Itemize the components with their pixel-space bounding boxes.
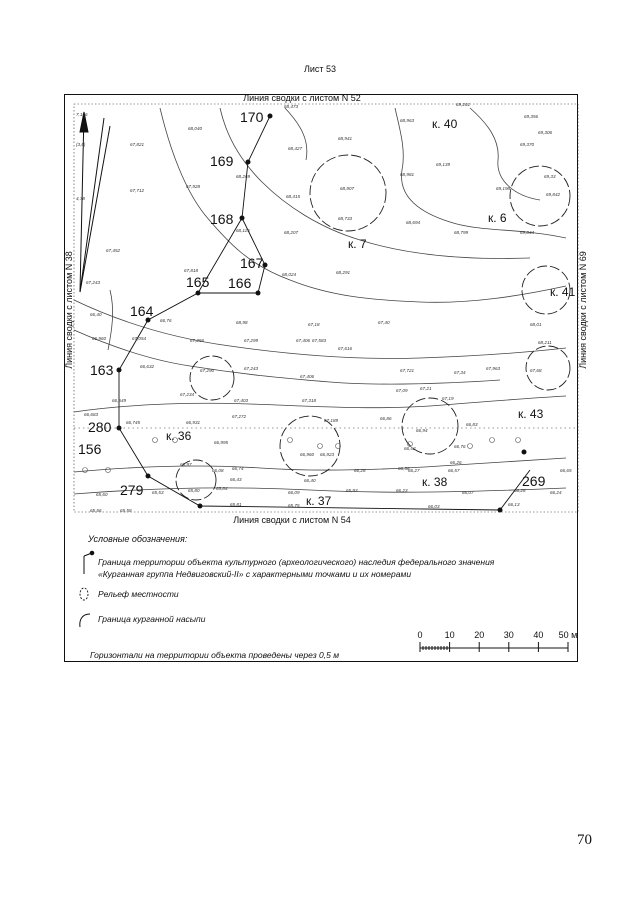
elevation-label: 65,58: [120, 508, 132, 513]
elevation-label: 68,981: [400, 172, 415, 177]
elevation-label: 67,821: [130, 142, 145, 147]
boundary-flag-icon: [84, 551, 94, 574]
elevation-label: 66,27: [408, 468, 420, 473]
elevation-label: 67,34: [454, 370, 466, 375]
relief-marker: [516, 438, 521, 443]
kurgan-label: к. 38: [422, 475, 448, 489]
scale-bar: [420, 642, 568, 652]
contour-line: [108, 290, 113, 350]
elevation-label: 65,84: [216, 486, 228, 491]
elevation-label: 68,207: [284, 230, 299, 235]
mound-boundaries: [176, 155, 570, 500]
elevation-label: 67,721: [400, 368, 415, 373]
elevation-label: 67,40: [378, 320, 390, 325]
elevation-label: 68,733: [338, 216, 353, 221]
relief-marker: [468, 444, 473, 449]
elevation-label: 68,211: [538, 340, 552, 345]
kurgan-label: к. 37: [306, 494, 332, 508]
point-label: 165: [186, 274, 210, 290]
relief-marker: [490, 438, 495, 443]
contour-line: [395, 108, 566, 238]
relief-contour-icon: [80, 588, 88, 600]
elevation-label: 68,291: [336, 270, 351, 275]
elevation-label: 67,299: [244, 338, 259, 343]
elevation-label: 66,923: [320, 452, 335, 457]
elevation-label: 68,694: [406, 220, 421, 225]
elevation-label: 67,963: [486, 366, 501, 371]
elevation-label: 66,58: [398, 466, 410, 471]
mound-boundary: [280, 416, 340, 476]
relief-marker: [83, 468, 88, 473]
contour-line: [285, 108, 307, 160]
point-label: 169: [210, 153, 234, 169]
mound-boundary: [190, 356, 234, 400]
elevation-label: 67,054: [132, 336, 147, 341]
elevation-label: 66,83: [466, 422, 478, 427]
elevation-label: 67,818: [184, 268, 199, 273]
elevation-label: 66,94: [416, 428, 428, 433]
elevation-label: 68,115: [236, 228, 250, 233]
elevation-label: 65,56: [90, 508, 102, 513]
kurgan-label: к. 40: [432, 117, 458, 131]
elevation-label: 67,19: [442, 396, 454, 401]
elevation-label: 68,907: [340, 186, 355, 191]
elevation-label: 4,78: [76, 196, 85, 201]
point-label: 163: [90, 362, 114, 378]
elevation-label: 65,60: [96, 492, 108, 497]
elevation-label: 66,40: [90, 312, 102, 317]
elevation-label: 66,960: [300, 452, 315, 457]
elevation-label: 66,13: [508, 502, 520, 507]
elevation-label: 67,243: [86, 280, 101, 285]
elevation-label: 69,356: [524, 114, 539, 119]
elevation-label: 66,65: [560, 468, 572, 473]
elevation-label: 67,406: [296, 338, 311, 343]
elevation-label: (3,8): [76, 142, 86, 147]
kurgan-label: к. 36: [166, 429, 192, 443]
frame-label-left: Линия сводки с листом N 38: [64, 251, 74, 369]
elevation-label: 65,80: [188, 488, 200, 493]
elevation-label: 66,26: [450, 460, 462, 465]
elevation-label: 67,243: [244, 366, 259, 371]
elevation-label: 67,256: [190, 338, 205, 343]
page-number: 70: [577, 832, 592, 848]
elevation-label: 69,306: [538, 130, 553, 135]
elevation-label: 66,549: [112, 398, 127, 403]
kurgan-label: к. 6: [488, 211, 507, 225]
elevation-label: 67,616: [338, 346, 353, 351]
contour-line: [220, 108, 530, 258]
elevation-label: 66,24: [550, 490, 562, 495]
elevation-label: 7,186: [76, 112, 88, 117]
point-label: 269: [522, 473, 546, 489]
frame-label-bottom: Линия сводки с листом N 54: [233, 515, 351, 525]
elevation-label: 66,28: [354, 468, 366, 473]
scale-tick-label: 0: [417, 630, 423, 640]
elevation-label: 66,57: [448, 468, 460, 473]
elevation-label: 68,473: [284, 104, 299, 109]
scale-tick-label: 10: [444, 630, 455, 640]
scale-tick-label: 50 м: [558, 630, 578, 640]
kurgan-label: к. 7: [348, 237, 367, 251]
elevation-label: 66,683: [84, 412, 99, 417]
legend-item-mound: Граница курганной насыпи: [98, 614, 206, 624]
elevation-label: 67,712: [130, 188, 145, 193]
scale-tick-label: 30: [503, 630, 514, 640]
elevation-label: 69,33: [544, 174, 556, 179]
scale-tick-label: 20: [474, 630, 485, 640]
elevation-label: 67,403: [234, 398, 249, 403]
elevation-label: 67,68: [530, 368, 542, 373]
elevation-label: 67,583: [312, 338, 327, 343]
elevation-label: 66,632: [140, 364, 155, 369]
elevation-label: 69,198: [496, 186, 511, 191]
kurgan-label: к. 43: [518, 407, 544, 421]
elevation-label: 65,81: [230, 502, 242, 507]
point-label: 170: [240, 109, 264, 125]
elevation-label: 67,318: [302, 398, 317, 403]
elevation-label: 68,427: [288, 146, 303, 151]
elevation-label: 66,28: [514, 488, 526, 493]
point-label: 164: [130, 303, 154, 319]
elevation-label: 65,53: [152, 490, 164, 495]
elevation-label: 66,931: [186, 420, 201, 425]
elevation-label: 66,03: [428, 504, 440, 509]
elevation-label: 67,290: [200, 368, 215, 373]
elevation-label: 68,01: [530, 322, 542, 327]
legend-footnote: Горизонтали на территории объекта проведены через 0,5 м: [90, 650, 340, 660]
elevation-label: 67,406: [300, 374, 315, 379]
point-label: 168: [210, 211, 234, 227]
elevation-label: 66,23: [396, 488, 408, 493]
relief-marker: [288, 438, 293, 443]
elevation-label: 68,415: [286, 194, 301, 199]
elevation-label: 67,452: [106, 248, 121, 253]
legend-item-boundary-line2: «Курганная группа Недвиговский-II» с характерными точками и их номерами: [98, 569, 412, 579]
elevation-label: 66,09: [288, 490, 300, 495]
kurgan-label: к. 41: [550, 285, 576, 299]
elevation-label: 66,43: [230, 477, 242, 482]
legend-item-relief: Рельеф местности: [98, 589, 179, 599]
legend-title: Условные обозначения:: [88, 534, 188, 544]
elevation-label: 66,07: [462, 490, 474, 495]
point-label: 166: [228, 275, 252, 291]
elevation-label: 66,08: [212, 468, 224, 473]
north-arrow-icon: [80, 112, 110, 292]
elevation-label: 69,139: [436, 162, 451, 167]
elevation-label: 69,370: [520, 142, 535, 147]
point-label: 156: [78, 441, 102, 457]
elevation-label: 67,189: [324, 418, 339, 423]
frame-label-top: Линия сводки с листом N 52: [243, 93, 361, 103]
mound-boundary-icon: [80, 614, 90, 627]
legend-item-boundary-line1: Граница территории объекта культурного (археологического) наследия федерального значения: [98, 557, 495, 567]
elevation-label: 66,97: [180, 462, 192, 467]
elevation-label: 68,024: [282, 272, 297, 277]
frame-label-right: Линия сводки с листом N 69: [578, 251, 588, 369]
elevation-label: 66,995: [214, 440, 229, 445]
point-label: 280: [88, 419, 112, 435]
elevation-label: 66,76: [160, 318, 172, 323]
elevation-label: 69,842: [546, 192, 561, 197]
scale-tick-label: 40: [533, 630, 544, 640]
elevation-label: 69,044: [520, 230, 535, 235]
elevation-label: 67,21: [420, 386, 432, 391]
elevation-label: 68,799: [454, 230, 469, 235]
elevation-label: 66,74: [232, 466, 244, 471]
elevation-label: 68,98: [236, 320, 248, 325]
contour-line: [74, 396, 566, 412]
elevation-label: 66,960: [92, 336, 107, 341]
mound-boundary: [510, 166, 570, 226]
elevation-label: 68,963: [400, 118, 415, 123]
elevation-label: 66,52: [404, 446, 416, 451]
elevation-label: 66,745: [126, 420, 141, 425]
elevation-label: 68,269: [236, 174, 251, 179]
elevation-label: 65,93: [346, 488, 358, 493]
point-label: 167: [240, 255, 264, 271]
elevation-label: 69,261: [456, 102, 471, 107]
elevation-label: 66,76: [454, 444, 466, 449]
relief-marker: [106, 468, 111, 473]
relief-marker: [153, 438, 158, 443]
elevation-label: 68,040: [188, 126, 203, 131]
contour-line: [160, 108, 566, 302]
elevation-label: 67,18: [308, 322, 320, 327]
legend: [80, 534, 578, 660]
elevation-label: 67,09: [396, 388, 408, 393]
elevation-label: 66,40: [304, 478, 316, 483]
contour-lines: [74, 108, 566, 494]
elevation-label: 67,928: [186, 184, 201, 189]
point-label: 279: [120, 482, 144, 498]
elevation-label: 66,86: [380, 416, 392, 421]
elevation-label: 67,234: [180, 392, 195, 397]
elevation-label: 65,75: [288, 503, 300, 508]
point-labels: [78, 109, 546, 498]
sheet-title: Лист 53: [303, 64, 337, 74]
boundary-traverse: [119, 116, 530, 510]
elevation-label: 67,272: [232, 414, 247, 419]
kurgan-labels: [166, 117, 576, 508]
contour-line: [74, 458, 566, 472]
relief-marker: [318, 444, 323, 449]
elevation-label: 68,941: [338, 136, 353, 141]
